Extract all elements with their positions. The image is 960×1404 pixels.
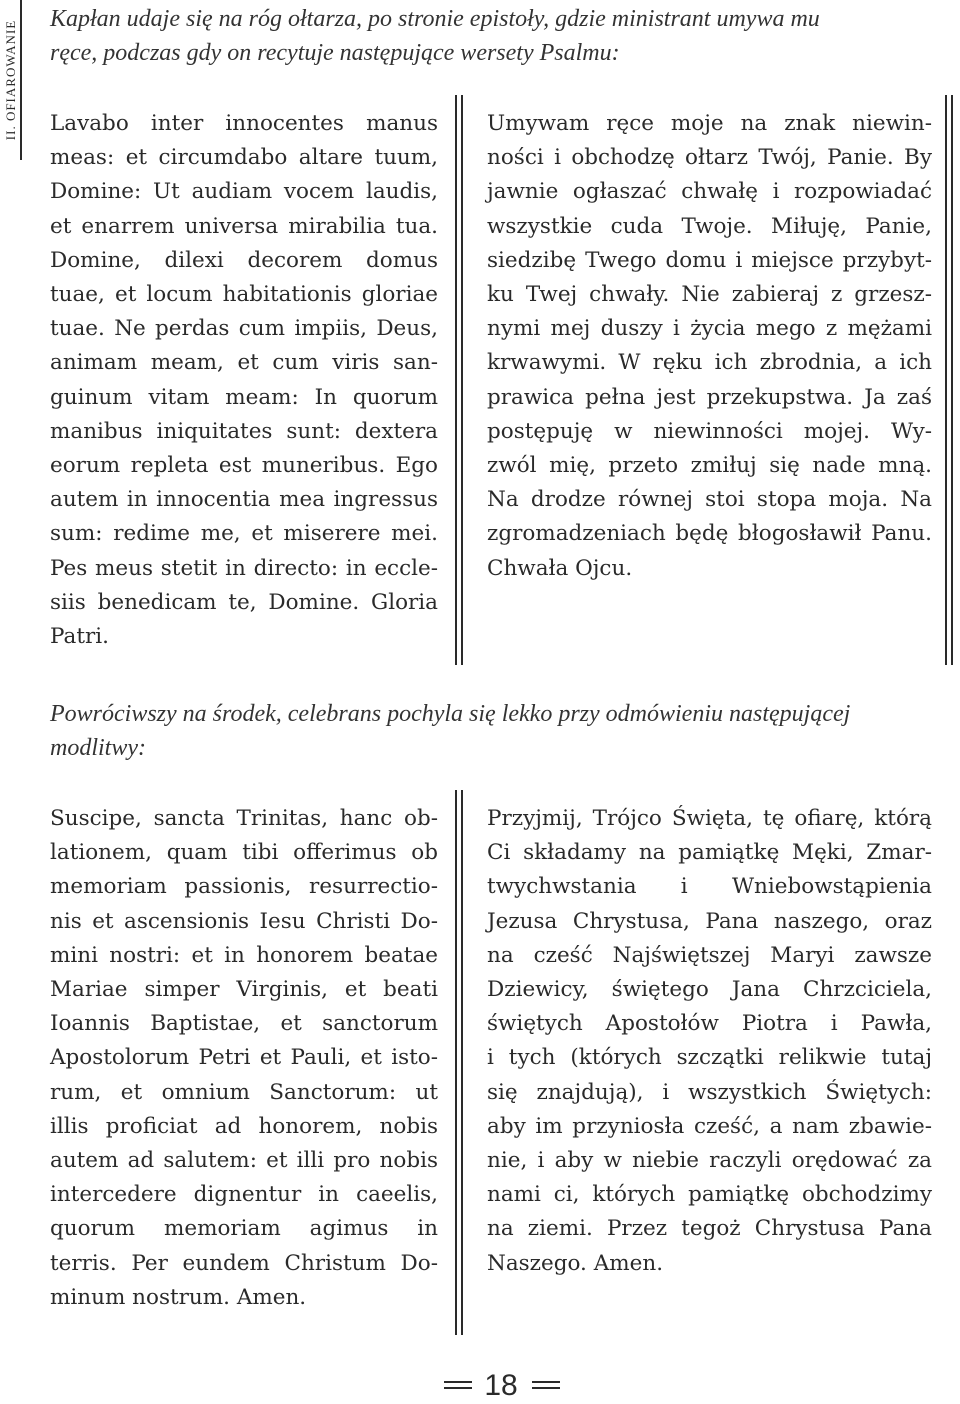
rubric-line: Kapłan udaje się na róg ołtarza, po stronie epistoły, gdzie ministrant umywa mu (50, 6, 820, 32)
text-line: Ioannis Baptistae, et sanctorum (50, 1011, 438, 1037)
text-line: nie, i aby w niebie raczyli orędować za (487, 1148, 932, 1174)
text-line: nis et ascensionis Iesu Christi Do- (50, 908, 438, 934)
column-rule (951, 95, 953, 665)
section-label: II. OFIAROWANIE (3, 19, 18, 141)
column-divider (455, 790, 457, 1335)
column-divider (461, 95, 463, 665)
text-line: na ziemi. Przez tegoż Chrystusa Pana (487, 1216, 932, 1242)
page-number-ornament (532, 1381, 560, 1383)
column-divider (455, 95, 457, 665)
section-side-tab (0, 0, 22, 160)
rubric-lavabo (50, 2, 950, 70)
polish-text-lavabo (487, 107, 932, 586)
text-line: manibus iniquitates sunt: dextera (50, 418, 438, 444)
column-rule (945, 95, 947, 665)
text-line: et enarrem universa mirabilia tua. (50, 213, 438, 239)
text-line: Jezusa Chrystusa, Pana naszego, oraz (487, 908, 932, 934)
text-line: guinum vitam meam: In quorum (50, 384, 438, 410)
page-number-ornament (444, 1381, 472, 1383)
text-line: Przyjmij, Trójco Święta, tę ofiarę, którą (487, 806, 932, 831)
text-line: Chwała Ojcu. (487, 555, 633, 581)
page-number-block (440, 1368, 560, 1404)
text-line: ku Twej chwały. Nie zabieraj z grzesz- (487, 282, 932, 308)
text-line: Suscipe, sancta Trinitas, hanc ob- (50, 806, 438, 831)
text-line: Domine: Ut audiam vocem laudis, (50, 179, 438, 205)
text-line: illis proficiat ad honorem, nobis (50, 1113, 438, 1139)
text-line: Ci składamy na pamiątkę Męki, Zmar- (487, 840, 932, 866)
text-line: Lavabo inter innocentes manus (50, 111, 438, 136)
page-number-ornament (444, 1387, 472, 1389)
text-line: wszystkie cuda Twoje. Miłuję, Panie, (487, 213, 932, 239)
text-line: prawica pełna jest przekupstwa. Ja zaś (487, 384, 932, 410)
text-line: zwól mię, przeto zmiłuj się nade mną. (487, 453, 932, 479)
text-line: świętych Apostołów Piotra i Pawła, (487, 1011, 932, 1037)
rubric-line: Powróciwszy na środek, celebrans pochyla się lekko przy odmówieniu następującej (50, 701, 851, 727)
page-number-ornament (532, 1387, 560, 1389)
text-line: i tych (których szczątki relikwie tutaj (487, 1045, 932, 1071)
text-line: na cześć Najświętszej Maryi zawsze (487, 942, 932, 968)
text-line: twychwstania i Wniebowstąpienia (487, 874, 932, 900)
text-line: rum, et omnium Sanctorum: ut (50, 1079, 438, 1105)
text-line: się znajdują), i wszystkich Świętych: (487, 1079, 932, 1105)
text-line: memoriam passionis, resurrectio- (50, 874, 438, 900)
rubric-line: ręce, podczas gdy on recytuje następujące wersety Psalmu: (50, 40, 620, 66)
text-line: Umywam ręce moje na znak niewin- (487, 111, 932, 136)
side-tab-rule (20, 0, 22, 160)
text-line: Naszego. Amen. (487, 1250, 664, 1276)
page-number: 18 (484, 1369, 518, 1402)
latin-text-lavabo (50, 107, 438, 654)
text-line: siis benedicam te, Domine. Gloria (50, 589, 438, 615)
text-line: jawnie ogłaszać chwałę i rozpowiadać (487, 179, 932, 205)
text-line: postępuję w niewinności mojej. Wy- (487, 418, 932, 444)
latin-text-suscipe (50, 802, 438, 1315)
text-line: Na drodze równej stoi stopa moja. Na (487, 487, 932, 513)
polish-text-suscipe (487, 802, 932, 1281)
text-line: quorum memoriam agimus in (50, 1216, 438, 1242)
text-line: intercedere dignentur in caeelis, (50, 1182, 438, 1208)
text-line: nami ci, których pamiątkę obchodzimy (487, 1182, 932, 1208)
text-line: sum: redime me, et miserere mei. (50, 521, 438, 547)
text-line: zgromadzeniach będę błogosławił Panu. (487, 521, 932, 547)
text-line: autem ad salutem: et illi pro nobis (50, 1148, 438, 1174)
text-line: Apostolorum Petri et Pauli, et isto- (50, 1045, 438, 1071)
text-line: animam meam, et cum viris san- (50, 350, 438, 376)
text-line: Pes meus stetit in directo: in eccle- (50, 555, 438, 581)
text-line: Patri. (50, 624, 109, 650)
text-line: eorum repleta est muneribus. Ego (50, 453, 438, 479)
rubric-line: modlitwy: (50, 735, 146, 761)
text-line: Domine, dilexi decorem domus (50, 247, 438, 273)
rubric-suscipe (50, 697, 950, 765)
text-line: siedzibę Twego domu i miejsce przybyt- (487, 247, 932, 273)
text-line: autem in innocentia mea ingressus (50, 487, 438, 513)
text-line: minum nostrum. Amen. (50, 1284, 307, 1310)
text-line: lationem, quam tibi offerimus ob (50, 840, 438, 866)
text-line: nymi mej duszy i życia mego z mężami (487, 316, 932, 342)
text-line: Mariae simper Virginis, et beati (50, 977, 438, 1003)
column-divider (461, 790, 463, 1335)
text-line: aby im przyniosła cześć, a nam zbawie- (487, 1113, 932, 1139)
text-line: Dziewicy, świętego Jana Chrzciciela, (487, 977, 932, 1003)
text-line: krwawymi. W ręku ich zbrodnia, a ich (487, 350, 932, 376)
text-line: meas: et circumdabo altare tuum, (50, 145, 438, 171)
text-line: mini nostri: et in honorem beatae (50, 942, 438, 968)
text-line: ności i obchodzę ołtarz Twój, Panie. By (487, 145, 932, 171)
text-line: tuae. Ne perdas cum impiis, Deus, (50, 316, 438, 342)
text-line: tuae, et locum habitationis gloriae (50, 282, 438, 308)
text-line: terris. Per eundem Christum Do- (50, 1250, 438, 1276)
